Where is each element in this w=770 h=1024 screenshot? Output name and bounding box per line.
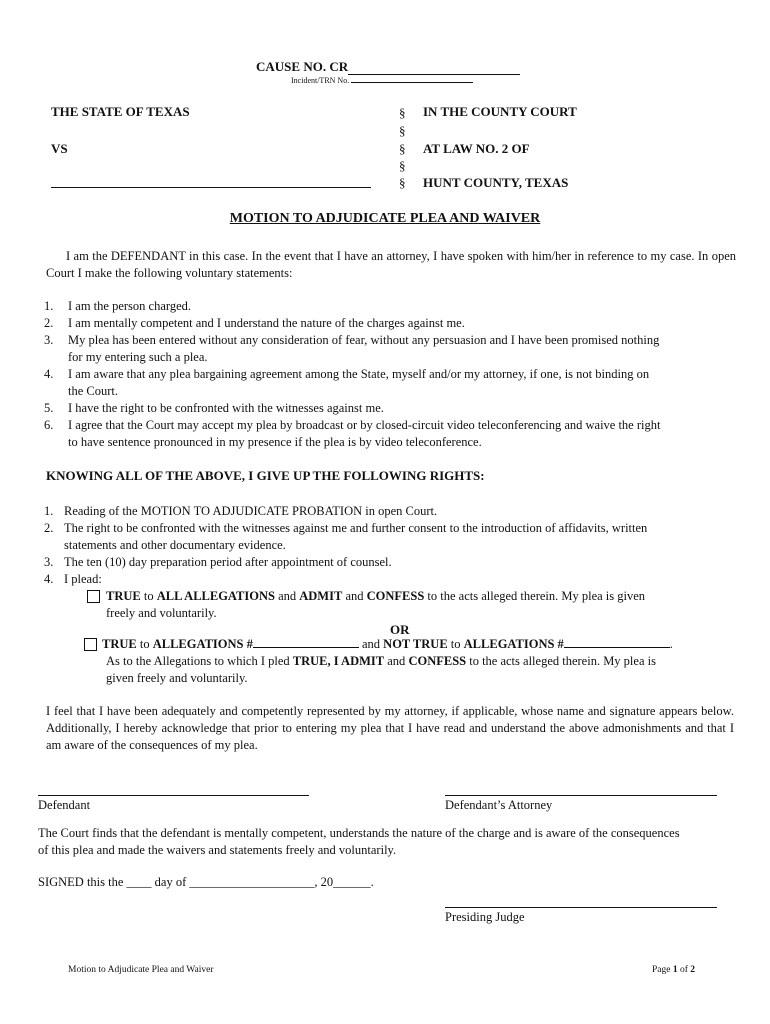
true-allegations-field[interactable] [253,636,359,648]
incident-number-line [351,75,473,83]
not-true-allegations-field[interactable] [564,636,670,648]
list-item: 6. I agree that the Court may accept my plea by broadcast or by closed-circuit video teleconferencing and waive the right to have sentence pronounced in my presence if the plea is by video teleconference. [44,418,661,449]
judge-signature-label: Presiding Judge [445,910,525,924]
caption-defendant-line [51,187,371,188]
rights-heading: KNOWING ALL OF THE ABOVE, I GIVE UP THE FOLLOWING RIGHTS: [46,468,485,483]
footer-document-name: Motion to Adjudicate Plea and Waiver [68,965,214,975]
section-mark-3: § [399,141,406,156]
list-item: 4. I am aware that any plea bargaining agreement among the State, myself and/or my attorney, if one, is not binding on the Court. [44,367,650,398]
cause-number-line [348,62,520,75]
or-label: OR [390,622,410,637]
defendant-signature-line[interactable] [38,795,309,796]
judge-signature-line[interactable] [445,907,717,908]
plea-partial-true-checkbox[interactable] [84,638,97,651]
caption-court: IN THE COUNTY COURT [423,104,577,119]
plea-option-all-true-line2: freely and voluntarily. [106,606,217,620]
incident-label-text: Incident/TRN No. [291,76,350,85]
intro-paragraph: I am the DEFENDANT in this case. In the event that I have an attorney, I have spoken with him/her in reference to my case. In open Court I make the following voluntary statements: [46,249,736,280]
list-item: 3. My plea has been entered without any consideration of fear, without any persuasion and I have been promised nothing for my entering such a plea. [44,333,660,364]
attorney-signature-label: Defendant’s Attorney [445,798,553,812]
rights-list: 1. Reading of the MOTION TO ADJUDICATE PROBATION in open Court. 2. The right to be confronted with the witnesses against me and further consent to the introduction of affidavits, written statements and other documentary evidence. 3. The ten (10) day preparation period after appointment of counsel. 4. I plead: [44,503,744,593]
plea-all-true-checkbox[interactable] [87,590,100,603]
footer-page-number: Page 1 of 2 [652,965,696,975]
defendant-signature-label: Defendant [38,798,91,812]
plea-option-all-true: TRUE to ALL ALLEGATIONS and ADMIT and CONFESS to the acts alleged therein. My plea is given [106,589,646,603]
caption-state: THE STATE OF TEXAS [51,104,190,119]
section-mark-5: § [399,175,406,190]
cause-label-text: CAUSE NO. CR [256,59,349,74]
section-mark-4: § [399,158,406,173]
section-mark-1: § [399,105,406,120]
document-title: MOTION TO ADJUDICATE PLEA AND WAIVER [229,211,541,226]
cause-number-label [256,59,520,75]
statements-list: 1. I am the person charged. 2. I am mentally competent and I understand the nature of the charges against me. 3. My plea has been entered without any consideration of fear, without any persuasion and I have been promised nothing for my entering such a plea. 4. I am aware that any plea bargaining agreement among the State, myself and/or my attorney, if one, is not binding on the Court. 5. I have the right to be confronted with the witnesses against me. 6. I agree that the Court may accept my plea by broadcast or by closed-circuit video teleconferencing and waive the right to have sentence pronounced in my presence if the plea is by video teleconference. [44,298,744,458]
list-item: 2. The right to be confronted with the witnesses against me and further consent to the introduction of affidavits, written statements and other documentary evidence. [44,521,648,552]
plea-option-partial: TRUE to ALLEGATIONS # and NOT TRUE to ALLEGATIONS # . [102,637,673,651]
caption-law-no: AT LAW NO. 2 OF [423,141,530,156]
court-finding-paragraph: The Court finds that the defendant is mentally competent, understands the nature of the charge and is aware of the consequences of this plea and made the waivers and statements freely and voluntarily. [38,826,680,857]
representation-paragraph: I feel that I have been adequately and competently represented by my attorney, if applicable, whose name and signature appears below. Additionally, I hereby acknowledge that prior to entering my plea that I have read and understand the above admonishments and that I am aware of the consequences of my plea. [46,704,734,752]
caption-county: HUNT COUNTY, TEXAS [423,175,569,190]
plea-option-partial-line3: given freely and voluntarily. [106,671,248,685]
signed-date-line[interactable]: SIGNED this the ____ day of ____________________, 20______. [38,875,374,889]
incident-number-label [291,75,473,86]
plea-option-partial-line2: As to the Allegations to which I pled TRUE, I ADMIT and CONFESS to the acts alleged therein. My plea is [106,654,656,668]
caption-vs: VS [51,141,68,156]
attorney-signature-line[interactable] [445,795,717,796]
section-mark-2: § [399,123,406,138]
